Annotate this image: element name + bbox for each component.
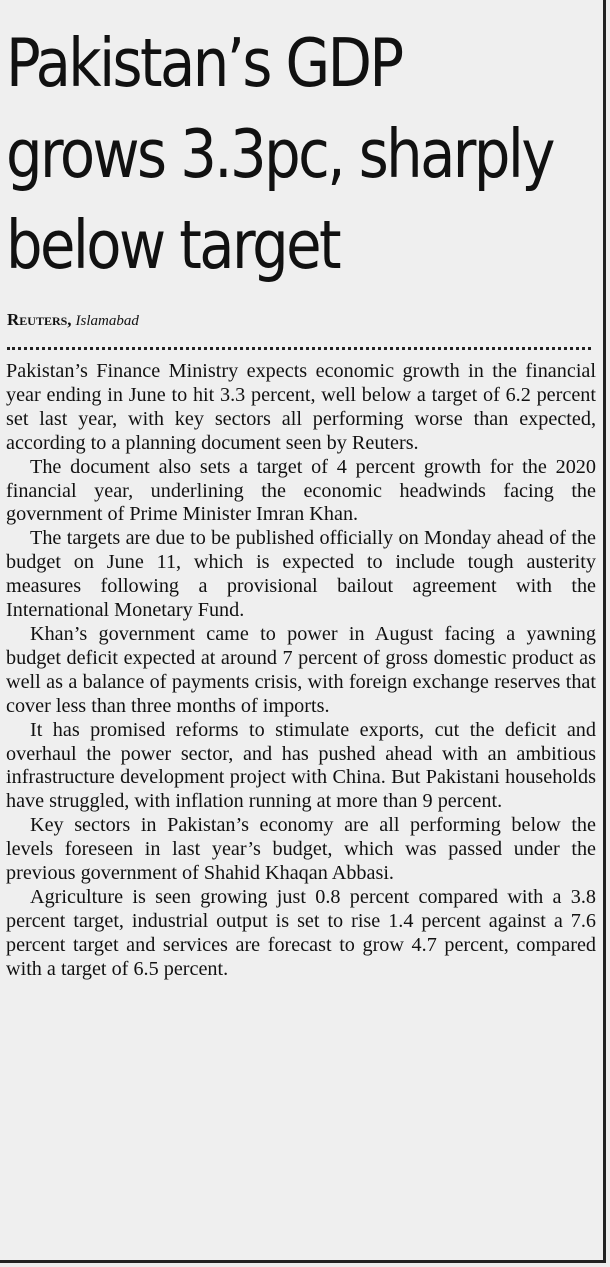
byline	[7, 310, 139, 330]
paragraph-3: The targets are due to be published officially on Monday ahead of the budget on June 11, which is expected to include tough austerity measures following a provisional bailout agreement with the International Monetary Fund.	[6, 527, 596, 622]
headline	[6, 18, 553, 291]
dotted-divider	[7, 347, 591, 350]
paragraph-5: It has promised reforms to stimulate exports, cut the deficit and overhaul the power sector, and has pushed ahead with an ambitious infrastructure development project with China. But Pakistani households have struggled, with inflation running at more than 9 percent.	[6, 718, 596, 813]
article-body	[6, 360, 596, 982]
paragraph-1: Pakistan’s Finance Ministry expects economic growth in the financial year ending in June to hit 3.3 percent, well below a target of 6.2 percent set last year, with key sectors all performing worse than expected, according to a planning document seen by Reuters.	[6, 360, 596, 454]
headline-line-3: below target	[6, 206, 339, 284]
headline-line-2: grows 3.3pc, sharply	[6, 115, 553, 193]
headline-line-1: Pakistan’s GDP	[6, 24, 402, 102]
paragraph-4: Khan’s government came to power in August facing a yawning budget deficit expected at around 7 percent of gross domestic product as well as a balance of payments crisis, with foreign exchange reserves that cover less than three months of imports.	[6, 622, 596, 717]
paragraph-6: Key sectors in Pakistan’s economy are all performing below the levels foreseen in last year’s budget, which was passed under the previous government of Shahid Khaqan Abbasi.	[6, 814, 596, 885]
paragraph-7: Agriculture is seen growing just 0.8 percent compared with a 3.8 percent target, industrial output is set to rise 1.4 percent against a 7.6 percent target and services are forecast to grow 4.7 percent, compared with a target of 6.5 percent.	[6, 885, 596, 980]
byline-location: Islamabad	[75, 313, 139, 329]
paragraph-2: The document also sets a target of 4 percent growth for the 2020 financial year, underlining the economic headwinds facing the government of Prime Minister Imran Khan.	[6, 455, 596, 526]
byline-agency: Reuters,	[7, 310, 72, 329]
